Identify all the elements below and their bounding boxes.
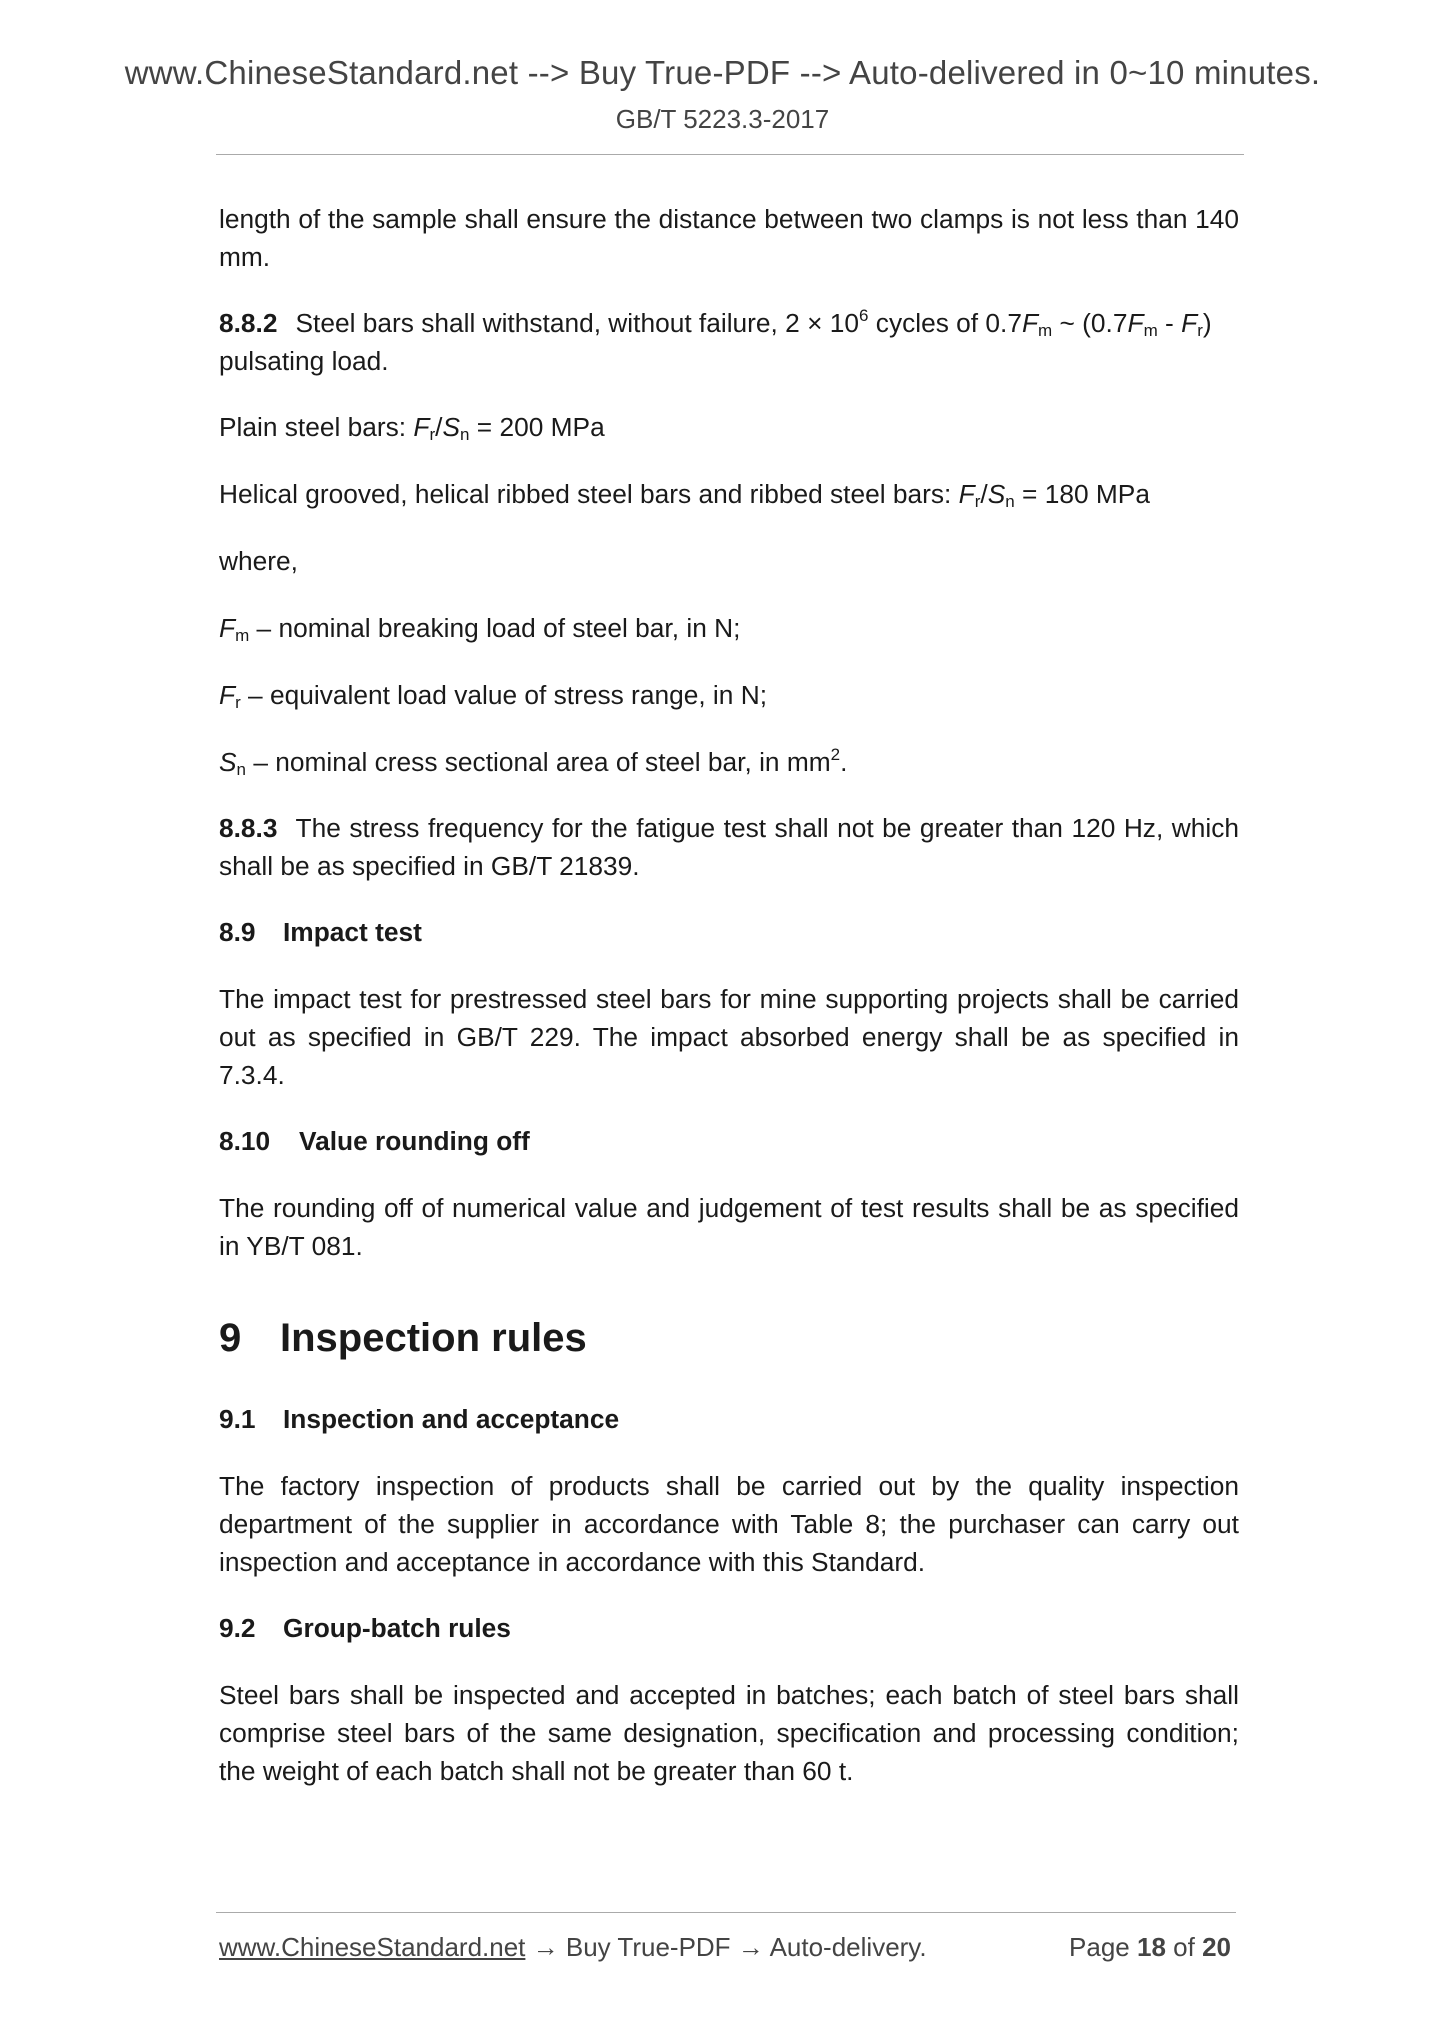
heading-title: Group-batch rules [283, 1613, 511, 1643]
symbol: F [958, 479, 975, 509]
text: / [980, 479, 988, 509]
heading-title: Value rounding off [299, 1126, 530, 1156]
symbol: F [219, 613, 236, 643]
paragraph-8-10: The rounding off of numerical value and judgement of test results shall be as specified in YB/T 081. [219, 1193, 1239, 1261]
header-banner: www.ChineseStandard.net --> Buy True-PDF --> Auto-delivered in 0~10 minutes. [124, 54, 1321, 91]
heading-number: 8.10 [219, 1126, 271, 1156]
heading-title: Inspection rules [280, 1316, 587, 1360]
text: = 200 MPa [469, 412, 605, 442]
symbol: S [987, 479, 1006, 509]
symbol: S [219, 747, 237, 777]
clause-text: Steel bars shall withstand, without failure, 2 × 10 [295, 308, 860, 338]
definition-sn [219, 743, 1239, 781]
subscript: m [235, 626, 250, 645]
helical-bars-line [219, 475, 1239, 513]
symbol: S [442, 412, 461, 442]
text: Plain steel bars: [219, 412, 414, 442]
subscript: m [1038, 321, 1053, 340]
text: Helical grooved, helical ribbed steel bars and ribbed steel bars: [219, 479, 959, 509]
clause-text: The stress frequency for the fatigue test shall not be greater than 120 Hz, which shall be as specified in GB/T 21839. [219, 813, 1239, 881]
clause-number: 8.8.3 [219, 813, 278, 843]
superscript: 6 [859, 306, 869, 325]
footer-divider [216, 1912, 1236, 1913]
clause-text: cycles of 0.7 [868, 308, 1022, 338]
superscript: 2 [830, 745, 841, 764]
heading-title: Impact test [283, 917, 422, 947]
heading-9-2 [219, 1609, 1239, 1647]
clause-8-8-2 [219, 304, 1239, 380]
heading-number: 9.2 [219, 1613, 256, 1643]
heading-number: 9 [219, 1316, 242, 1360]
subscript: r [429, 425, 436, 444]
subscript: n [1005, 492, 1015, 511]
heading-number: 8.9 [219, 917, 256, 947]
clause-text: - [1157, 308, 1182, 338]
page-number: 18 [1137, 1932, 1166, 1962]
paragraph-8-9: The impact test for prestressed steel bars for mine supporting projects shall be carried out as specified in GB/T 229. The impact absorbed energy shall be as specified in 7.3.4. [219, 984, 1239, 1090]
subscript: m [1143, 321, 1158, 340]
page-label: Page [1069, 1932, 1130, 1962]
text: = 180 MPa [1014, 479, 1150, 509]
symbol: F [219, 680, 236, 710]
page-content [219, 200, 1239, 1790]
plain-bars-line [219, 408, 1239, 446]
footer-text: → Buy True-PDF → Auto-delivery. [525, 1932, 927, 1962]
symbol: F [1181, 308, 1198, 338]
text: . [840, 747, 848, 777]
footer-link[interactable]: www.ChineseStandard.net [219, 1932, 526, 1962]
text: – nominal cress sectional area of steel bar, in mm [246, 747, 831, 777]
subscript: r [235, 693, 241, 712]
header-divider [216, 154, 1244, 155]
heading-8-9 [219, 913, 1239, 951]
footer [219, 1932, 927, 1963]
text: – nominal breaking load of steel bar, in N; [249, 613, 741, 643]
page-total: 20 [1202, 1932, 1231, 1962]
where-line: where, [219, 546, 298, 576]
definition-fr [219, 676, 1239, 714]
paragraph-9-1: The factory inspection of products shall be carried out by the quality inspection department of the supplier in accordance with Table 8; the purchaser can carry out inspection and acceptance in accordance with this Standard. [219, 1471, 1239, 1577]
clause-text: ~ (0.7 [1052, 308, 1128, 338]
text: / [435, 412, 443, 442]
text: – equivalent load value of stress range, in N; [240, 680, 767, 710]
heading-number: 9.1 [219, 1404, 256, 1434]
clause-text: ) [1202, 308, 1212, 338]
heading-9 [219, 1313, 1239, 1363]
page-of-label: of [1173, 1932, 1195, 1962]
heading-8-10 [219, 1122, 1239, 1160]
definition-fm [219, 609, 1239, 647]
page-indicator [1069, 1932, 1231, 1963]
symbol: F [1127, 308, 1144, 338]
clause-text: pulsating load. [219, 346, 389, 376]
clause-8-8-3 [219, 809, 1239, 885]
symbol: F [1021, 308, 1039, 338]
heading-9-1 [219, 1400, 1239, 1438]
clause-number: 8.8.2 [219, 308, 278, 338]
subscript: n [236, 760, 247, 779]
paragraph-9-2: Steel bars shall be inspected and accepted in batches; each batch of steel bars shall comprise steel bars of the same designation, specification and processing condition; the weight of each batch shall not be greater than 60 t. [219, 1680, 1239, 1786]
document-id: GB/T 5223.3-2017 [615, 104, 830, 134]
subscript: r [1197, 321, 1203, 340]
symbol: F [413, 412, 430, 442]
subscript: r [974, 492, 981, 511]
paragraph-continued: length of the sample shall ensure the distance between two clamps is not less than 140 mm. [219, 204, 1239, 272]
subscript: n [460, 425, 470, 444]
heading-title: Inspection and acceptance [283, 1404, 620, 1434]
